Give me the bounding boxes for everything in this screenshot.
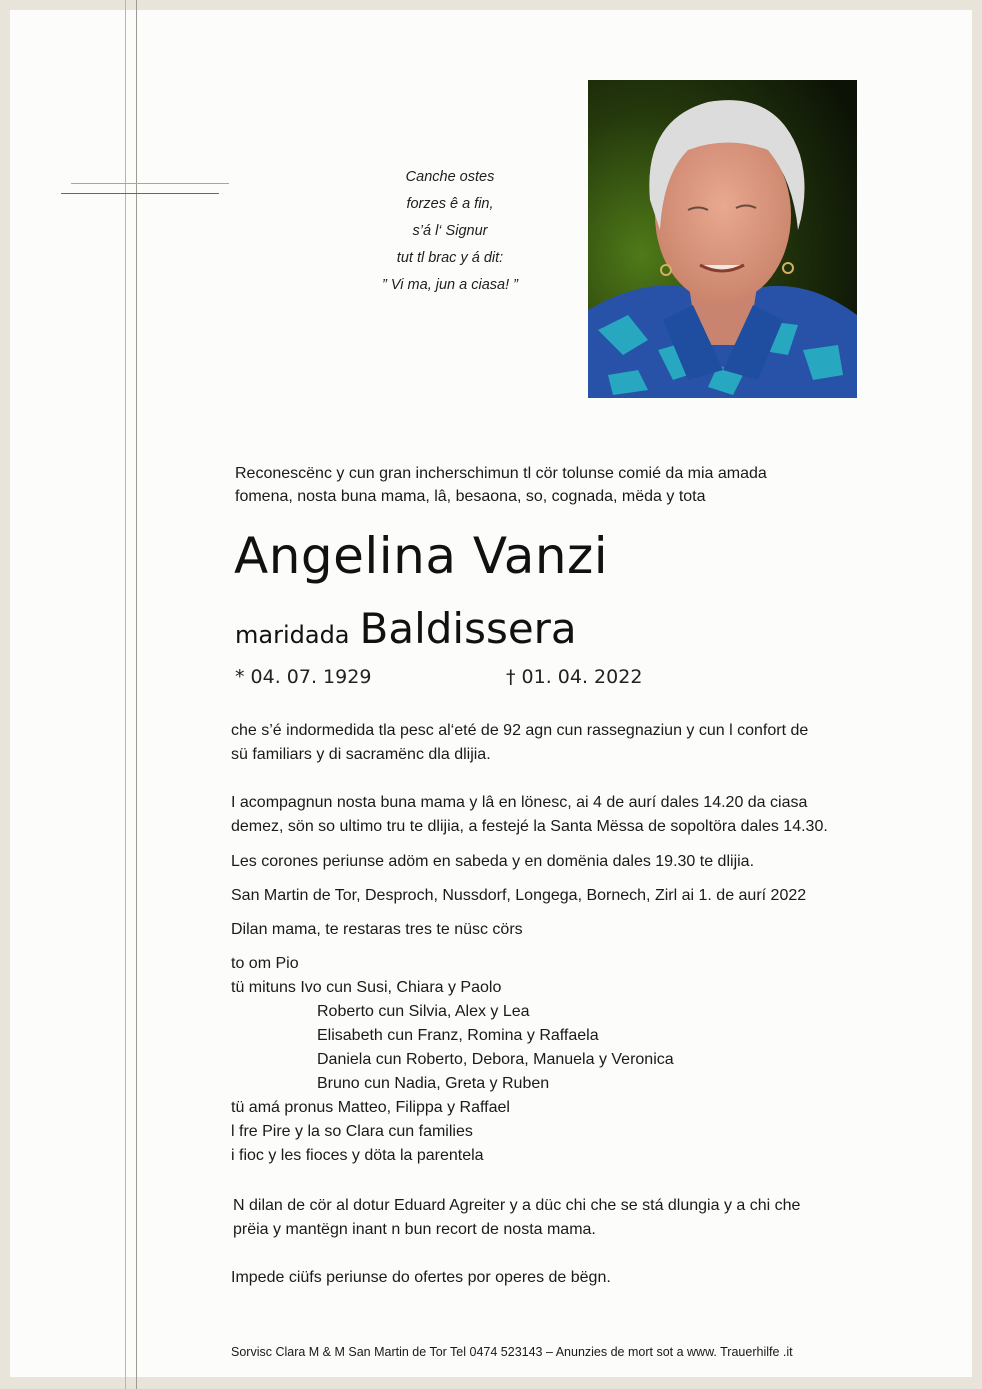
- intro-line: fomena, nosta buna mama, lâ, besaona, so, cognada, mëda y tota: [235, 488, 706, 505]
- birth-date: * 04. 07. 1929: [235, 666, 372, 688]
- death-date: † 01. 04. 2022: [506, 666, 643, 688]
- footer-funeral-service: Sorvisc Clara M & M San Martin de Tor Tel 0474 523143 – Anunzies de mort sot a www. Trauerhilfe .it: [231, 1345, 793, 1359]
- intro-text: [235, 462, 875, 508]
- family-member: tü mituns Ivo cun Susi, Chiara y Paolo: [231, 979, 502, 996]
- family-member: l fre Pire y la so Clara cun families: [231, 1123, 473, 1140]
- paragraph-line: che s’é indormedida tla pesc al‘eté de 92 agn cun rassegnaziun y cun l confort de: [231, 722, 809, 739]
- poem-line: Canche ostes: [405, 169, 495, 185]
- paragraph-line: sü familiars y di sacramënc dla dlijia.: [231, 746, 491, 763]
- family-member: Roberto cun Silvia, Alex y Lea: [317, 1003, 530, 1020]
- poem: [360, 164, 540, 299]
- cross-vertical-line: [125, 0, 126, 1389]
- paragraph-line: prëia y mantëgn inant n bun recort de nosta mama.: [233, 1221, 596, 1238]
- family-member: i fioc y les fioces y döta la parentela: [231, 1147, 484, 1164]
- portrait-photo: [588, 80, 857, 398]
- poem-line: forzes ê a fin,: [406, 196, 494, 212]
- married-name: [235, 603, 577, 664]
- cross-horizontal-line: [71, 183, 229, 184]
- family-member: Daniela cun Roberto, Debora, Manuela y Veronica: [317, 1051, 674, 1068]
- paragraph-line: N dilan de cör al dotur Eduard Agreiter y a düc chi che se stá dlungia y a chi che: [233, 1197, 801, 1214]
- cross-horizontal-line: [61, 193, 219, 194]
- cross-vertical-line: [136, 0, 137, 1389]
- poem-line: tut tl brac y á dit:: [396, 250, 504, 266]
- intro-line: Reconescënc y cun gran incherschimun tl cör tolunse comié da mia amada: [235, 465, 767, 482]
- paragraph-line: I acompagnun nosta buna mama y lâ en lönesc, ai 4 de aurí dales 14.20 da ciasa: [231, 794, 808, 811]
- farewell-line: Dilan mama, te restaras tres te nüsc cörs: [231, 921, 523, 938]
- place-date-line: San Martin de Tor, Desproch, Nussdorf, Longega, Bornech, Zirl ai 1. de aurí 2022: [231, 887, 807, 904]
- married-surname: Baldissera: [359, 604, 577, 653]
- paragraph-line: demez, sön so ultimo tru te dlijia, a festejé la Santa Mëssa de sopoltöra dales 14.30.: [231, 818, 828, 835]
- donations-line: Impede ciüfs periunse do ofertes por operes de bëgn.: [231, 1269, 611, 1286]
- family-member: to om Pio: [231, 955, 299, 972]
- family-member: Bruno cun Nadia, Greta y Ruben: [317, 1075, 550, 1092]
- thanks-paragraph: [233, 1194, 933, 1242]
- married-label: maridada: [235, 621, 350, 649]
- family-member: Elisabeth cun Franz, Romina y Raffaela: [317, 1027, 599, 1044]
- funeral-paragraph: [231, 791, 931, 839]
- family-member: tü amá pronus Matteo, Filippa y Raffael: [231, 1099, 510, 1116]
- poem-line: ” Vi ma, jun a ciasa! ”: [382, 277, 518, 293]
- deceased-name: Angelina Vanzi: [234, 527, 609, 585]
- poem-line: s’á l‘ Signur: [412, 223, 488, 239]
- rosary-paragraph: Les corones periunse adöm en sabeda y en domënia dales 19.30 te dlijia.: [231, 853, 755, 870]
- passing-paragraph: [231, 719, 931, 767]
